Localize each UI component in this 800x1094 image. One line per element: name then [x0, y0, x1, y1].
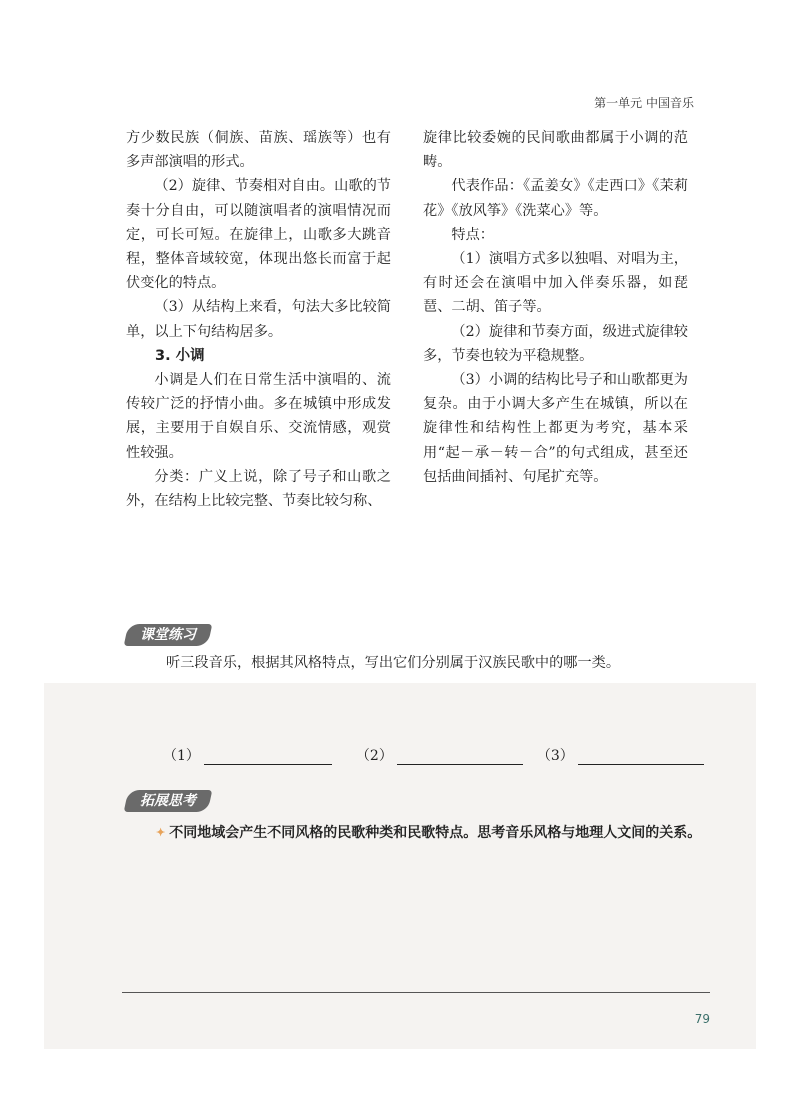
paragraph: 小调是人们在日常生活中演唱的、流传较广泛的抒情小曲。多在城镇中形成发展，主要用于自娱自乐、交流情感，观赏性较强。	[126, 372, 391, 461]
blank-label: （3）	[536, 748, 574, 764]
extend-badge	[124, 790, 213, 812]
paragraph: （3）从结构上来看，句法大多比较简单，以上下句结构居多。	[126, 299, 391, 340]
answer-blank-3[interactable]	[537, 745, 704, 765]
paragraph: （3）小调的结构比号子和山歌都更为复杂。由于小调大多产生在城镇，所以在旋律性和结构性上都更为考究，基本采用“起－承－转－合”的句式组成，甚至还包括曲间插衬、句尾扩充等。	[423, 372, 688, 485]
page-number: 79	[694, 1012, 710, 1026]
blank-label: （2）	[355, 748, 393, 764]
practice-badge	[124, 624, 213, 646]
section-heading: 3. 小调	[155, 347, 205, 364]
practice-instruction: 听三段音乐，根据其风格特点，写出它们分别属于汉族民歌中的哪一类。	[166, 655, 621, 671]
paragraph: 特点：	[451, 226, 494, 243]
paragraph: （2）旋律和节奏方面，级进式旋律较多，节奏也较为平稳规整。	[423, 323, 688, 364]
paragraph: 分类：广义上说，除了号子和山歌之外，在结构上比较完整、节奏比较匀称、	[126, 468, 391, 510]
extend-badge-label: 拓展思考	[140, 793, 196, 809]
right-column	[423, 126, 688, 489]
left-column	[126, 126, 391, 513]
extend-question	[156, 822, 701, 842]
paragraph: 方少数民族（侗族、苗族、瑶族等）也有多声部演唱的形式。	[126, 130, 391, 171]
extend-question-text: 不同地域会产生不同风格的民歌种类和民歌特点。思考音乐风格与地理人文间的关系。	[169, 825, 702, 841]
answer-blank-1[interactable]	[163, 745, 332, 765]
star-bullet-icon: ✦	[156, 825, 166, 839]
blank-line[interactable]	[204, 748, 332, 765]
blank-label: （1）	[163, 748, 200, 764]
practice-badge-label: 课堂练习	[140, 627, 196, 643]
running-header: 第一单元 中国音乐	[594, 96, 694, 110]
exercise-panel	[44, 683, 756, 1049]
paragraph: 旋律比较委婉的民间歌曲都属于小调的范畴。	[423, 130, 688, 171]
answer-blanks	[163, 745, 704, 765]
blank-line[interactable]	[397, 748, 523, 765]
paragraph: （1）演唱方式多以独唱、对唱为主，有时还会在演唱中加入伴奏乐器，如琵琶、二胡、笛子等。	[423, 251, 688, 316]
footer-rule	[122, 992, 710, 993]
blank-line[interactable]	[578, 748, 704, 765]
paragraph: 代表作品：《孟姜女》《走西口》《茉莉花》《放风筝》《洗菜心》等。	[423, 178, 688, 219]
answer-blank-2[interactable]	[356, 745, 523, 765]
paragraph: （2）旋律、节奏相对自由。山歌的节奏十分自由，可以随演唱者的演唱情况而定，可长可短。在旋律上，山歌多大跳音程，整体音域较宽，体现出悠长而富于起伏变化的特点。	[126, 178, 391, 292]
